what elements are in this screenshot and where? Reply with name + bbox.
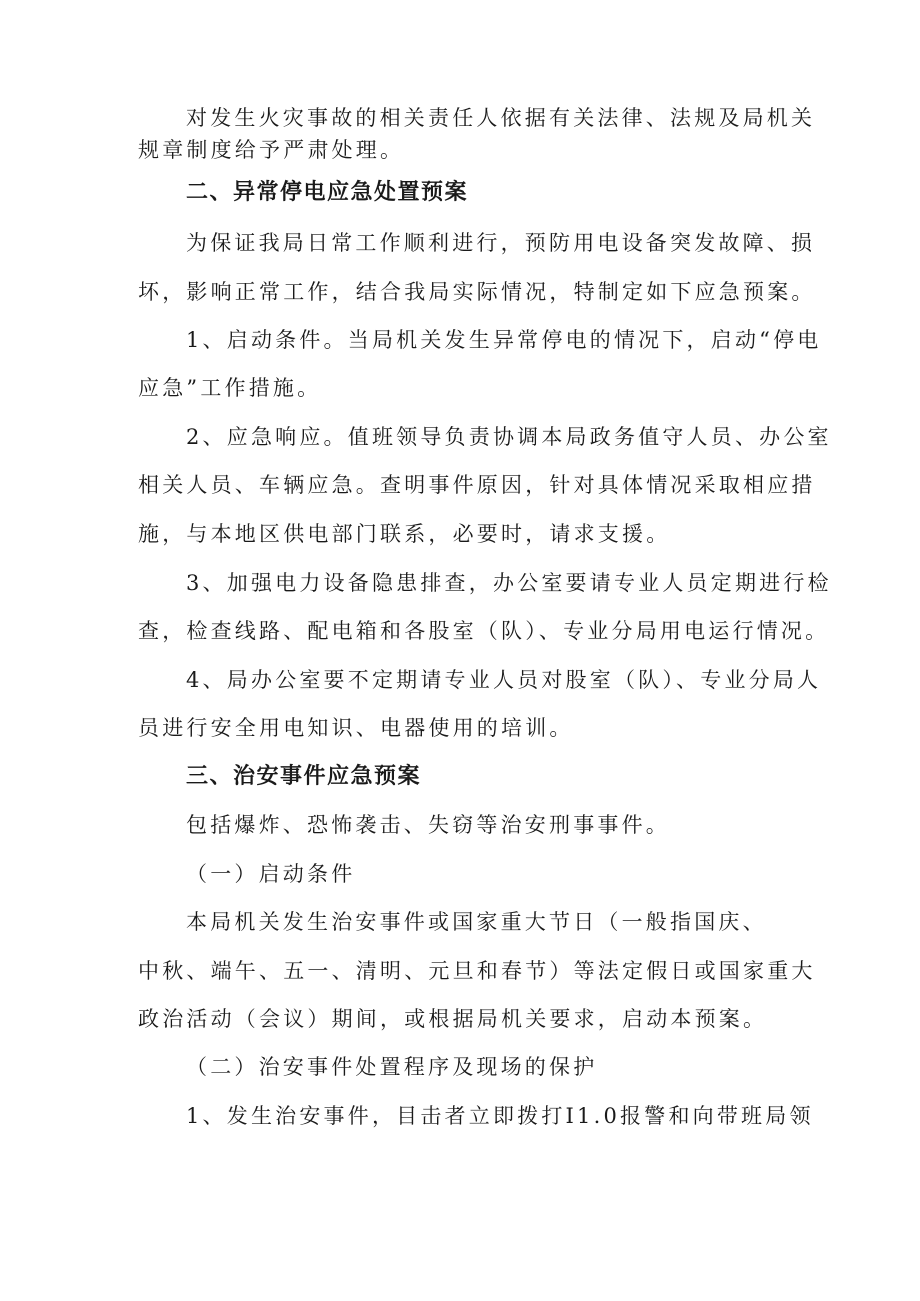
- paragraph-line: 1、启动条件。当局机关发生异常停电的情况下，启动“停电: [186, 328, 822, 352]
- paragraph-line: 4、局办公室要不定期请专业人员对股室（队）、专业分局人: [186, 668, 822, 692]
- subsection-heading: （二）治安事件处置程序及现场的保护: [186, 1055, 598, 1079]
- paragraph-line: 员进行安全用电知识、电器使用的培训。: [138, 716, 574, 740]
- paragraph-line: 规章制度给予严肃处理。: [138, 138, 405, 162]
- section-heading: 三、治安事件应急预案: [186, 764, 422, 789]
- paragraph-line: 相关人员、车辆应急。查明事件原因，针对具体情况采取相应措: [138, 473, 816, 497]
- paragraph-line: 包括爆炸、恐怖袭击、失窃等治安刑事事件。: [186, 813, 670, 837]
- paragraph-line: 查，检查线路、配电箱和各股室（队）、专业分局用电运行情况。: [138, 619, 830, 643]
- paragraph-line: 应急”工作措施。: [138, 376, 322, 400]
- paragraph-line: 3、加强电力设备隐患排查，办公室要请专业人员定期进行检: [186, 571, 832, 595]
- paragraph-line: 本局机关发生治安事件或国家重大节日（一般指国庆、: [186, 910, 767, 934]
- paragraph-line: 2、应急响应。值班领导负责协调本局政务值守人员、办公室: [186, 425, 832, 449]
- paragraph-line: 中秋、端午、五一、清明、元旦和春节）等法定假日或国家重大: [138, 959, 816, 983]
- section-heading: 二、异常停电应急处置预案: [186, 180, 469, 205]
- paragraph-line: 坏，影响正常工作，结合我局实际情况，特制定如下应急预案。: [138, 280, 816, 304]
- paragraph-line: 1、发生治安事件，目击者立即拨打I1.0报警和向带班局领: [186, 1104, 814, 1128]
- paragraph-line: 对发生火灾事故的相关责任人依据有关法律、法规及局机关: [186, 106, 816, 130]
- paragraph-line: 为保证我局日常工作顺利进行，预防用电设备突发故障、损: [186, 231, 816, 255]
- subsection-heading: （一）启动条件: [186, 862, 356, 886]
- paragraph-line: 政治活动（会议）期间，或根据局机关要求，启动本预案。: [138, 1007, 768, 1031]
- paragraph-line: 施，与本地区供电部门联系，必要时，请求支援。: [138, 522, 671, 546]
